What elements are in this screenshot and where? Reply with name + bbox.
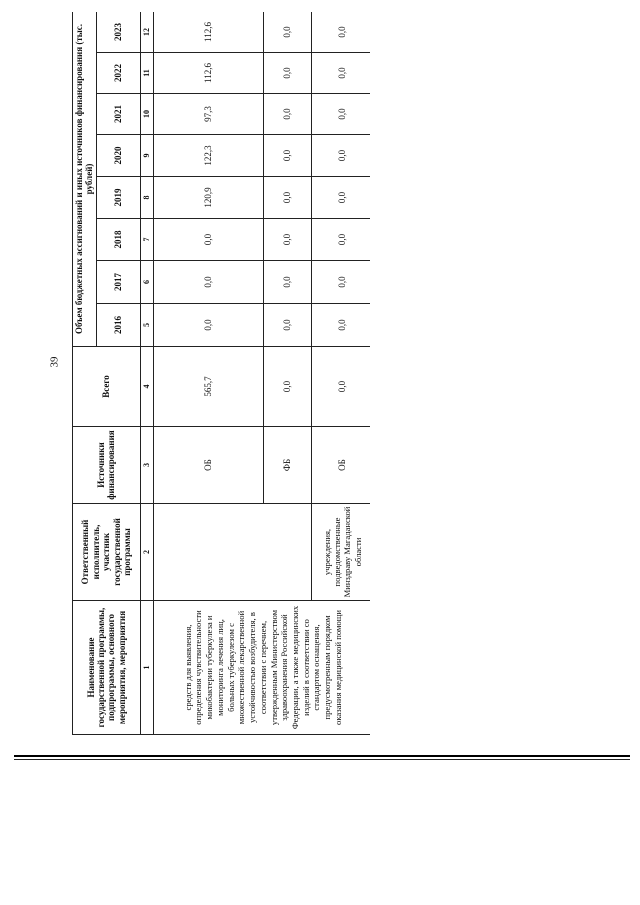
horizontal-rule xyxy=(14,759,630,760)
value-cell: 97,3 xyxy=(153,94,263,135)
value-cell: 0,0 xyxy=(311,261,370,304)
value-cell: 0,0 xyxy=(311,53,370,94)
header-responsible: Ответственный исполнитель, участник государственной программы xyxy=(73,504,141,601)
value-cell: 0,0 xyxy=(263,12,311,53)
column-number: 3 xyxy=(140,427,153,504)
table-row xyxy=(153,12,263,735)
value-cell: 0,0 xyxy=(263,261,311,304)
header-name: Наименование государственной программы, подпрограммы, основного мероприятия, мероприятия xyxy=(73,601,141,735)
header-year: 2020 xyxy=(96,135,140,177)
total-cell: 0,0 xyxy=(263,347,311,427)
value-cell: 0,0 xyxy=(153,261,263,304)
header-total: Всего xyxy=(73,347,141,427)
source-cell: ФБ xyxy=(263,427,311,504)
column-number: 2 xyxy=(140,504,153,601)
header-year: 2017 xyxy=(96,261,140,304)
header-year: 2016 xyxy=(96,304,140,347)
value-cell: 0,0 xyxy=(263,94,311,135)
value-cell: 0,0 xyxy=(153,219,263,261)
value-cell: 0,0 xyxy=(153,304,263,347)
value-cell: 0,0 xyxy=(311,219,370,261)
budget-table xyxy=(72,12,370,735)
value-cell: 0,0 xyxy=(311,304,370,347)
budget-table-container xyxy=(72,12,370,735)
responsible-cell: учреждения, подведомственные Минздраву Магаданской области xyxy=(311,504,370,601)
column-number: 7 xyxy=(140,219,153,261)
header-volume: Объем бюджетных ассигнований и иных источников финансирования (тыс. рублей) xyxy=(73,12,97,347)
value-cell: 0,0 xyxy=(311,12,370,53)
source-cell: ОБ xyxy=(311,427,370,504)
column-number: 5 xyxy=(140,304,153,347)
value-cell: 0,0 xyxy=(263,219,311,261)
column-number: 9 xyxy=(140,135,153,177)
value-cell: 122,3 xyxy=(153,135,263,177)
value-cell: 0,0 xyxy=(263,135,311,177)
value-cell: 120,9 xyxy=(153,177,263,219)
column-number: 6 xyxy=(140,261,153,304)
value-cell: 0,0 xyxy=(311,135,370,177)
value-cell: 0,0 xyxy=(263,304,311,347)
total-cell: 565,7 xyxy=(153,347,263,427)
source-cell: ОБ xyxy=(153,427,263,504)
page-number: 39 xyxy=(48,356,60,368)
column-number: 1 xyxy=(140,601,153,735)
value-cell: 0,0 xyxy=(311,94,370,135)
column-number-row xyxy=(140,12,153,735)
value-cell: 0,0 xyxy=(263,53,311,94)
item-description: средств для выявления, определения чувствительности микобактерии туберкулеза и мониторинга лечения лиц, больных туберкулезом с множественной лекарственной устойчивостью возбудителя, в соответствии с перечнем, утвержденным Министерством здравоохранения Российской Федерации, а также медицинских изделий в соответствии со стандартом оснащения, предусмотренным порядком оказания медицинской помощи xyxy=(153,601,370,735)
total-cell: 0,0 xyxy=(311,347,370,427)
header-year: 2022 xyxy=(96,53,140,94)
column-number: 12 xyxy=(140,12,153,53)
column-number: 8 xyxy=(140,177,153,219)
header-source: Источники финансирования xyxy=(73,427,141,504)
value-cell: 112,6 xyxy=(153,53,263,94)
column-number: 11 xyxy=(140,53,153,94)
header-year: 2023 xyxy=(96,12,140,53)
column-number: 10 xyxy=(140,94,153,135)
header-year: 2021 xyxy=(96,94,140,135)
value-cell: 0,0 xyxy=(311,177,370,219)
header-year: 2018 xyxy=(96,219,140,261)
value-cell: 112,6 xyxy=(153,12,263,53)
horizontal-rule xyxy=(14,755,630,757)
responsible-blank xyxy=(153,504,311,601)
value-cell: 0,0 xyxy=(263,177,311,219)
column-number: 4 xyxy=(140,347,153,427)
header-year: 2019 xyxy=(96,177,140,219)
